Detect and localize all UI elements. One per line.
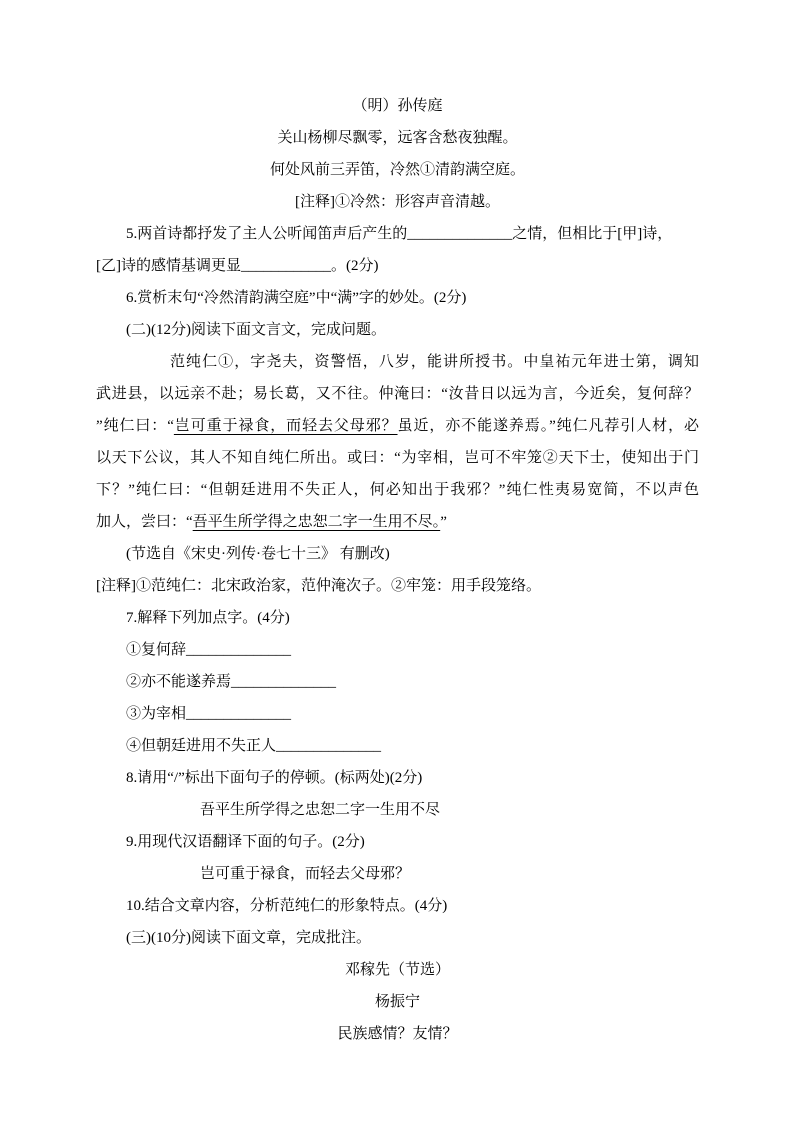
poem-line-1 xyxy=(96,122,699,154)
article-subheading xyxy=(96,1018,699,1050)
answer-blank: ____________ xyxy=(241,258,331,274)
text-run: ③为宰相 xyxy=(126,706,187,722)
question-5-cont xyxy=(96,250,699,282)
text-run: 关山杨柳尽飘零，远客含愁夜独醒。 xyxy=(277,130,518,146)
text-run: [注释]①冷然：形容声音清越。 xyxy=(295,194,500,210)
answer-blank: ______________ xyxy=(231,674,337,690)
text-run: ①复何辞 xyxy=(126,642,187,658)
text-run: ④但朝廷进用不失正人 xyxy=(126,738,277,754)
question-10 xyxy=(96,890,699,922)
article-title xyxy=(96,954,699,986)
question-6 xyxy=(96,282,699,314)
text-run: 民族感情？友情？ xyxy=(337,1026,458,1042)
text-run: 加人，尝曰：“ xyxy=(96,514,193,530)
passage-line xyxy=(96,474,699,506)
section-3-header xyxy=(96,922,699,954)
section-2-header xyxy=(96,314,699,346)
question-8 xyxy=(96,762,699,794)
question-7 xyxy=(96,602,699,634)
answer-blank: ______________ xyxy=(186,642,292,658)
passage-line xyxy=(96,506,699,538)
text-run: 9.用现代汉语翻译下面的句子。(2分) xyxy=(126,834,365,850)
text-run: 岂可重于禄食，而轻去父母邪？ xyxy=(200,866,411,882)
underlined-text: 岂可重于禄食，而轻去父母邪？ xyxy=(173,418,398,434)
question-5 xyxy=(96,218,699,250)
poem-note xyxy=(96,186,699,218)
text-run: [注释]①范纯仁：北宋政治家，范仲淹次子。②牢笼：用手段笼络。 xyxy=(96,578,541,594)
text-run: 下？”纯仁曰：“但朝廷进用不失正人，何必知出于我邪？”纯仁性夷易宽简，不以声色 xyxy=(96,482,699,498)
question-7-item-2 xyxy=(96,666,699,698)
question-7-item-4 xyxy=(96,730,699,762)
text-run: ”纯仁曰：“ xyxy=(96,418,174,434)
text-run: (三)(10分)阅读下面文章，完成批注。 xyxy=(126,930,371,946)
poem-author xyxy=(96,90,699,122)
text-run: 以天下公议，其人不知自纯仁所出。或曰：“为宰相，岂可不牢笼②天下士，使知出于门 xyxy=(96,450,699,466)
text-run: ” xyxy=(440,514,447,530)
text-run: 虽近，亦不能遂养焉。”纯仁凡荐引人材，必 xyxy=(397,418,699,434)
text-run: 邓稼先（节选） xyxy=(344,962,450,978)
underlined-text: 吾平生所学得之忠恕二字一生用不尽。 xyxy=(192,514,441,530)
text-run: 。(2分) xyxy=(331,258,379,274)
passage-line xyxy=(96,410,699,442)
passage-line xyxy=(96,346,699,378)
text-run: 杨振宁 xyxy=(374,994,420,1010)
question-9 xyxy=(96,826,699,858)
passage-line xyxy=(96,378,699,410)
text-run: 7.解释下列加点字。(4分) xyxy=(126,610,290,626)
passage-notes xyxy=(96,570,699,602)
passage-line xyxy=(96,442,699,474)
question-8-sentence xyxy=(96,794,699,826)
text-run: ②亦不能遂养焉 xyxy=(126,674,232,690)
poem-line-2 xyxy=(96,154,699,186)
article-author xyxy=(96,986,699,1018)
text-run: 6.赏析末句“冷然清韵满空庭”中“满”字的妙处。(2分) xyxy=(126,290,467,306)
text-run: (节选自《宋史·列传·卷七十三》 有删改) xyxy=(126,546,390,562)
question-9-sentence xyxy=(96,858,699,890)
text-run: (二)(12分)阅读下面文言文，完成问题。 xyxy=(126,322,386,338)
text-run: 吾平生所学得之忠恕二字一生用不尽 xyxy=(200,802,441,818)
text-run: 武进县，以远亲不赴；易长葛，又不往。仲淹曰：“汝昔日以远为言，今近矣，复何辞？ xyxy=(96,386,699,402)
text-run: 之情，但相比于[甲]诗， xyxy=(512,226,673,242)
question-7-item-3 xyxy=(96,698,699,730)
text-run: （明）孙传庭 xyxy=(352,98,443,114)
text-run: 范纯仁①，字尧夫，资警悟，八岁，能讲所授书。中皇祐元年进士第，调知 xyxy=(170,354,699,370)
answer-blank: ______________ xyxy=(186,706,292,722)
text-run: 5.两首诗都抒发了主人公听闻笛声后产生的 xyxy=(126,226,408,242)
text-run: 8.请用“/”标出下面句子的停顿。(标两处)(2分) xyxy=(126,770,423,786)
question-7-item-1 xyxy=(96,634,699,666)
text-run: 10.结合文章内容，分析范纯仁的形象特点。(4分) xyxy=(126,898,448,914)
answer-blank: ______________ xyxy=(276,738,382,754)
text-run: 何处风前三弄笛，冷然①清韵满空庭。 xyxy=(269,162,525,178)
text-run: [乙]诗的感情基调更显 xyxy=(96,258,241,274)
answer-blank: ______________ xyxy=(407,226,513,242)
passage-source xyxy=(96,538,699,570)
